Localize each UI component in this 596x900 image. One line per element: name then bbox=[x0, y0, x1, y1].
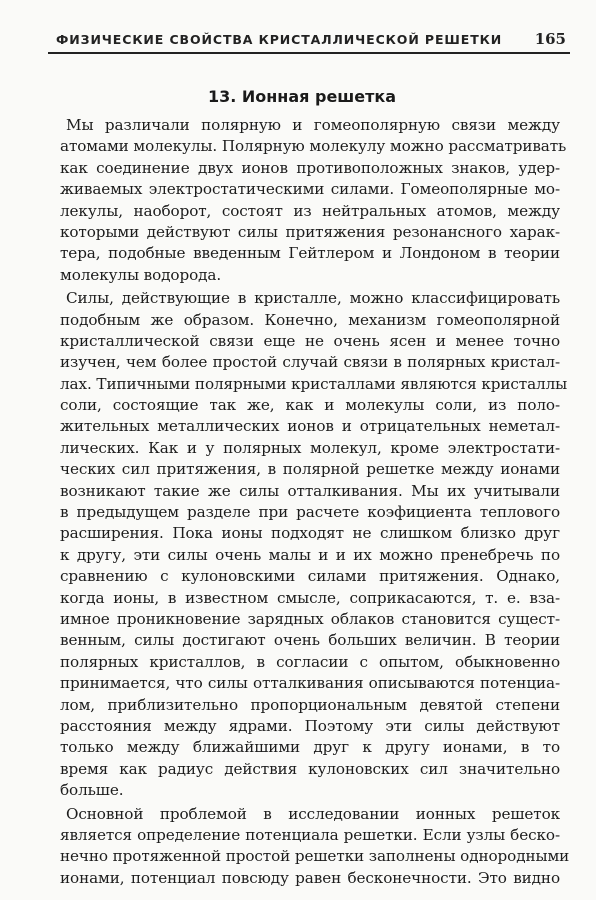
text-line: сравнению с кулоновскими силами притяжения. Однако, bbox=[60, 567, 560, 586]
text-line: имное проникновение зарядных облаков становится сущест- bbox=[60, 609, 560, 628]
text-line: Основной проблемой в исследовании ионных решеток bbox=[66, 804, 560, 823]
text-line: нечно протяженной простой решетки заполнены однородными bbox=[60, 847, 570, 866]
text-line: больше. bbox=[60, 781, 124, 800]
text-line: расстояния между ядрами. Поэтому эти силы действуют bbox=[60, 716, 560, 735]
text-line: лах. Типичными полярными кристаллами являются кристаллы bbox=[60, 374, 568, 393]
text-line: тера, подобные введенным Гейтлером и Лондоном в теории bbox=[60, 244, 560, 263]
text-line: лических. Как и у полярных молекул, кроме электростати- bbox=[60, 438, 560, 457]
text-line: жительных металлических ионов и отрицательных неметал- bbox=[60, 417, 560, 436]
text-line: ческих сил притяжения, в полярной решетке между ионами bbox=[60, 460, 560, 479]
text-line: молекулы водорода. bbox=[60, 265, 222, 284]
text-line: Силы, действующие в кристалле, можно классифицировать bbox=[66, 289, 560, 308]
text-line: полярных кристаллов, в согласии с опытом, обыкновенно bbox=[60, 652, 560, 671]
text-line: расширения. Пока ионы подходят не слишком близко друг bbox=[60, 524, 560, 543]
text-line: когда ионы, в известном смысле, соприкасаются, т. е. вза- bbox=[60, 588, 560, 607]
text-line: принимается, что силы отталкивания описываются потенциа- bbox=[60, 674, 560, 693]
page-number: 165 bbox=[534, 30, 566, 48]
text-line: соли, состоящие так же, как и молекулы соли, из поло- bbox=[60, 396, 560, 415]
section-heading: 13. Ионная решетка bbox=[207, 87, 397, 106]
text-line: подобным же образом. Конечно, механизм гомеополярной bbox=[60, 310, 560, 329]
text-line: время как радиус действия кулоновских сил значительно bbox=[60, 759, 560, 778]
text-line: живаемых электростатическими силами. Гомеополярные мо- bbox=[60, 180, 560, 199]
text-line: кристаллической связи еще не очень ясен и менее точно bbox=[60, 331, 560, 350]
running-title: ФИЗИЧЕСКИЕ СВОЙСТВА КРИСТАЛЛИЧЕСКОЙ РЕШЕТКИ bbox=[56, 32, 503, 47]
text-line: которыми действуют силы притяжения резонансного харак- bbox=[60, 222, 560, 241]
text-line: ионами, потенциал повсюду равен бесконечности. Это видно bbox=[60, 868, 560, 887]
text-line: только между ближайшими друг к другу ионами, в то bbox=[60, 738, 560, 757]
text-line: лом, приблизительно пропорциональным девятой степени bbox=[60, 695, 560, 714]
text-line: к другу, эти силы очень малы и и их можно пренебречь по bbox=[60, 545, 560, 564]
text-line: Мы различали полярную и гомеополярную связи между bbox=[66, 116, 560, 134]
text-line: возникают такие же силы отталкивания. Мы их учитывали bbox=[60, 481, 560, 500]
text-line: атомами молекулы. Полярную молекулу можно рассматривать bbox=[60, 137, 567, 156]
paragraph bbox=[60, 288, 568, 801]
text-line: в предыдущем разделе при расчете коэфициента теплового bbox=[60, 503, 560, 522]
paragraph bbox=[60, 804, 570, 890]
text-line: изучен, чем более простой случай связи в полярных кристал- bbox=[60, 353, 560, 372]
text-line: венным, силы достигают очень больших величин. В теории bbox=[60, 631, 560, 650]
text-line: лекулы, наоборот, состоят из нейтральных атомов, между bbox=[60, 201, 560, 220]
text-line: как соединение двух ионов противоположных знаков, удер- bbox=[60, 158, 560, 177]
body-text bbox=[60, 115, 570, 891]
text-line: является определение потенциала решетки. Если узлы беско- bbox=[60, 825, 560, 844]
paragraph bbox=[60, 115, 567, 286]
running-header bbox=[48, 30, 570, 54]
